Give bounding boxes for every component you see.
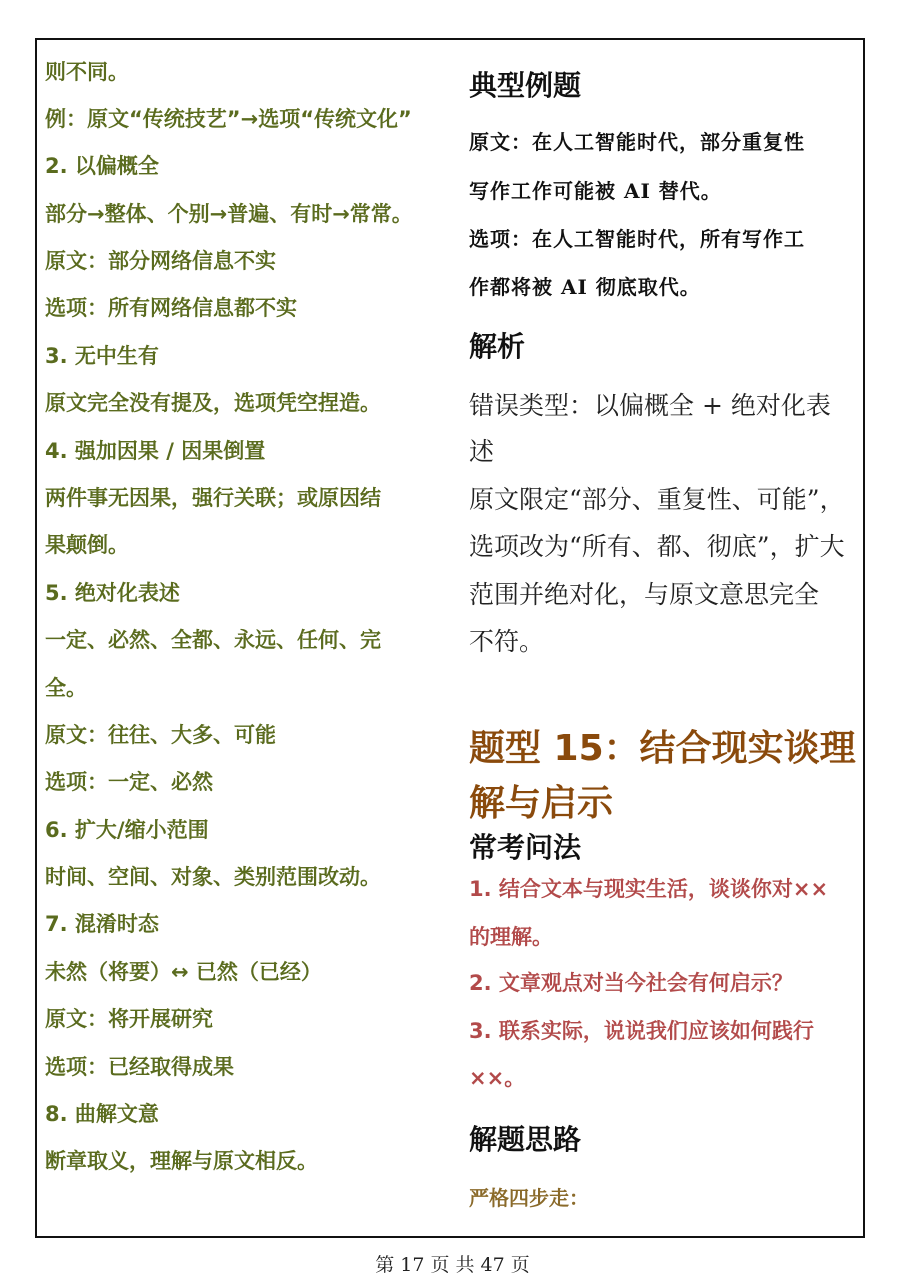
question-line: 2. 文章观点对当今社会有何启示？: [469, 971, 793, 995]
left-line: 选项：一定、必然: [45, 770, 213, 794]
section-heading: 解析: [469, 330, 526, 363]
page-number: 第 17 页 共 47 页: [375, 1254, 530, 1276]
section-heading: 常考问法: [469, 831, 582, 864]
left-line: 原文：将开展研究: [45, 1007, 213, 1031]
left-line: 选项：所有网络信息都不实: [45, 296, 297, 320]
left-line: 全。: [45, 676, 87, 700]
example-line: 原文：在人工智能时代，部分重复性: [469, 130, 805, 154]
question-line: 1. 结合文本与现实生活，谈谈你对××: [469, 877, 829, 901]
question-line: 3. 联系实际，说说我们应该如何践行: [469, 1019, 814, 1043]
left-line: 两件事无因果，强行关联；或原因结: [45, 486, 381, 510]
left-line: 8. 曲解文意: [45, 1102, 159, 1126]
left-line: 7. 混淆时态: [45, 912, 159, 936]
left-line: 部分→整体、个别→普遍、有时→常常。: [45, 202, 413, 226]
analysis-line: 范围并绝对化，与原文意思完全: [469, 580, 820, 609]
left-line: 4. 强加因果 / 因果倒置: [45, 439, 266, 463]
left-line: 未然（将要）↔ 已然（已经）: [45, 960, 322, 984]
left-line: 则不同。: [45, 60, 129, 84]
example-line: 写作工作可能被 AI 替代。: [469, 179, 722, 203]
left-line: 3. 无中生有: [45, 344, 159, 368]
analysis-line: 不符。: [469, 627, 545, 656]
question-line: ××。: [469, 1066, 526, 1090]
topic-title: 解与启示: [469, 783, 614, 824]
left-line: 2. 以偏概全: [45, 154, 159, 178]
left-line: 果颠倒。: [45, 533, 129, 557]
left-line: 原文：部分网络信息不实: [45, 249, 276, 273]
section-heading: 解题思路: [469, 1123, 582, 1156]
left-line: 6. 扩大/缩小范围: [45, 818, 209, 842]
step-intro: 严格四步走：: [469, 1186, 589, 1210]
topic-title: 题型 15：结合现实谈理: [469, 728, 856, 769]
left-line: 例：原文“传统技艺”→选项“传统文化”: [45, 107, 412, 131]
left-line: 原文：往往、大多、可能: [45, 723, 276, 747]
example-line: 作都将被 AI 彻底取代。: [469, 275, 701, 299]
left-line: 一定、必然、全都、永远、任何、完: [45, 628, 381, 652]
analysis-line: 选项改为“所有、都、彻底”，扩大: [469, 532, 845, 561]
page-frame: [35, 38, 865, 1238]
section-heading: 典型例题: [469, 69, 582, 102]
analysis-line: 原文限定“部分、重复性、可能”，: [469, 485, 845, 514]
left-line: 原文完全没有提及，选项凭空捏造。: [45, 391, 381, 415]
left-line: 选项：已经取得成果: [45, 1055, 234, 1079]
left-line: 5. 绝对化表述: [45, 581, 180, 605]
left-line: 断章取义，理解与原文相反。: [45, 1149, 318, 1173]
analysis-line: 述: [469, 437, 495, 466]
left-line: 时间、空间、对象、类别范围改动。: [45, 865, 381, 889]
analysis-line: 错误类型：以偏概全 + 绝对化表: [469, 391, 831, 420]
question-line: 的理解。: [469, 925, 553, 949]
example-line: 选项：在人工智能时代，所有写作工: [469, 227, 805, 251]
